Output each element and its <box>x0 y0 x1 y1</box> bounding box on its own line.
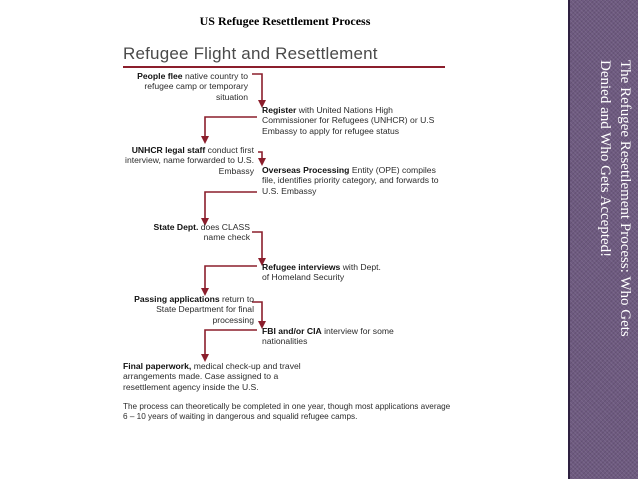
step-lead: UNHCR legal staff <box>131 145 206 155</box>
step-text: return to State Department for final processing <box>156 294 254 325</box>
step-overseas-processing <box>262 165 442 196</box>
slide-title: US Refugee Resettlement Process <box>199 14 371 28</box>
step-lead: Overseas Processing <box>262 165 350 175</box>
step-text: interview for some nationalities <box>262 326 394 347</box>
step-text: Entity (OPE) compiles file, identifies priority category, and forwards to U.S. Embassy <box>262 165 439 196</box>
arrow-2 <box>205 117 257 140</box>
arrow-3 <box>258 152 262 162</box>
step-lead: Final paperwork, <box>123 361 192 371</box>
step-lead: Passing applications <box>134 294 220 304</box>
step-unhcr-legal-staff <box>118 145 254 176</box>
step-final-paperwork <box>123 361 313 392</box>
step-lead: Register <box>262 105 297 115</box>
step-lead: FBI and/or CIA <box>262 326 322 336</box>
step-text: medical check-up and travel arrangements made. Case assigned to a resettlement agency inside the U.S. <box>123 361 301 392</box>
step-fbi-cia <box>262 326 397 347</box>
step-text: does CLASS name check <box>200 222 250 243</box>
step-text: with United Nations High Commissioner for Refugees (UNHCR) or U.S Embassy to apply for refugee status <box>262 105 435 136</box>
step-lead: State Dept. <box>153 222 199 232</box>
step-refugee-interviews <box>262 262 387 283</box>
arrow-8 <box>205 330 257 358</box>
step-text: native country to refugee camp or temporary situation <box>144 71 248 102</box>
arrow-1 <box>252 74 262 104</box>
step-people-flee <box>128 71 248 102</box>
arrow-6 <box>205 266 257 292</box>
step-register <box>262 105 444 136</box>
diagram-heading: Refugee Flight and Resettlement <box>123 44 378 63</box>
arrow-4 <box>205 192 257 222</box>
step-lead: People flee <box>137 71 183 81</box>
arrow-5 <box>252 232 262 262</box>
step-state-dept <box>140 222 250 243</box>
side-panel-title: The Refugee Resettlement Process: Who Gets Denied and Who Gets Accepted! <box>597 60 633 337</box>
step-text: with Dept. of Homeland Security <box>262 262 381 283</box>
step-lead: Refugee interviews <box>262 262 341 272</box>
diagram-footnote: The process can theoretically be completed in one year, though most applications average 6 – 10 years of waiting in dangerous and squalid refugee camps. <box>123 402 451 422</box>
step-passing-applications <box>118 294 254 325</box>
step-text: conduct first interview, name forwarded to U.S. Embassy <box>125 145 254 176</box>
